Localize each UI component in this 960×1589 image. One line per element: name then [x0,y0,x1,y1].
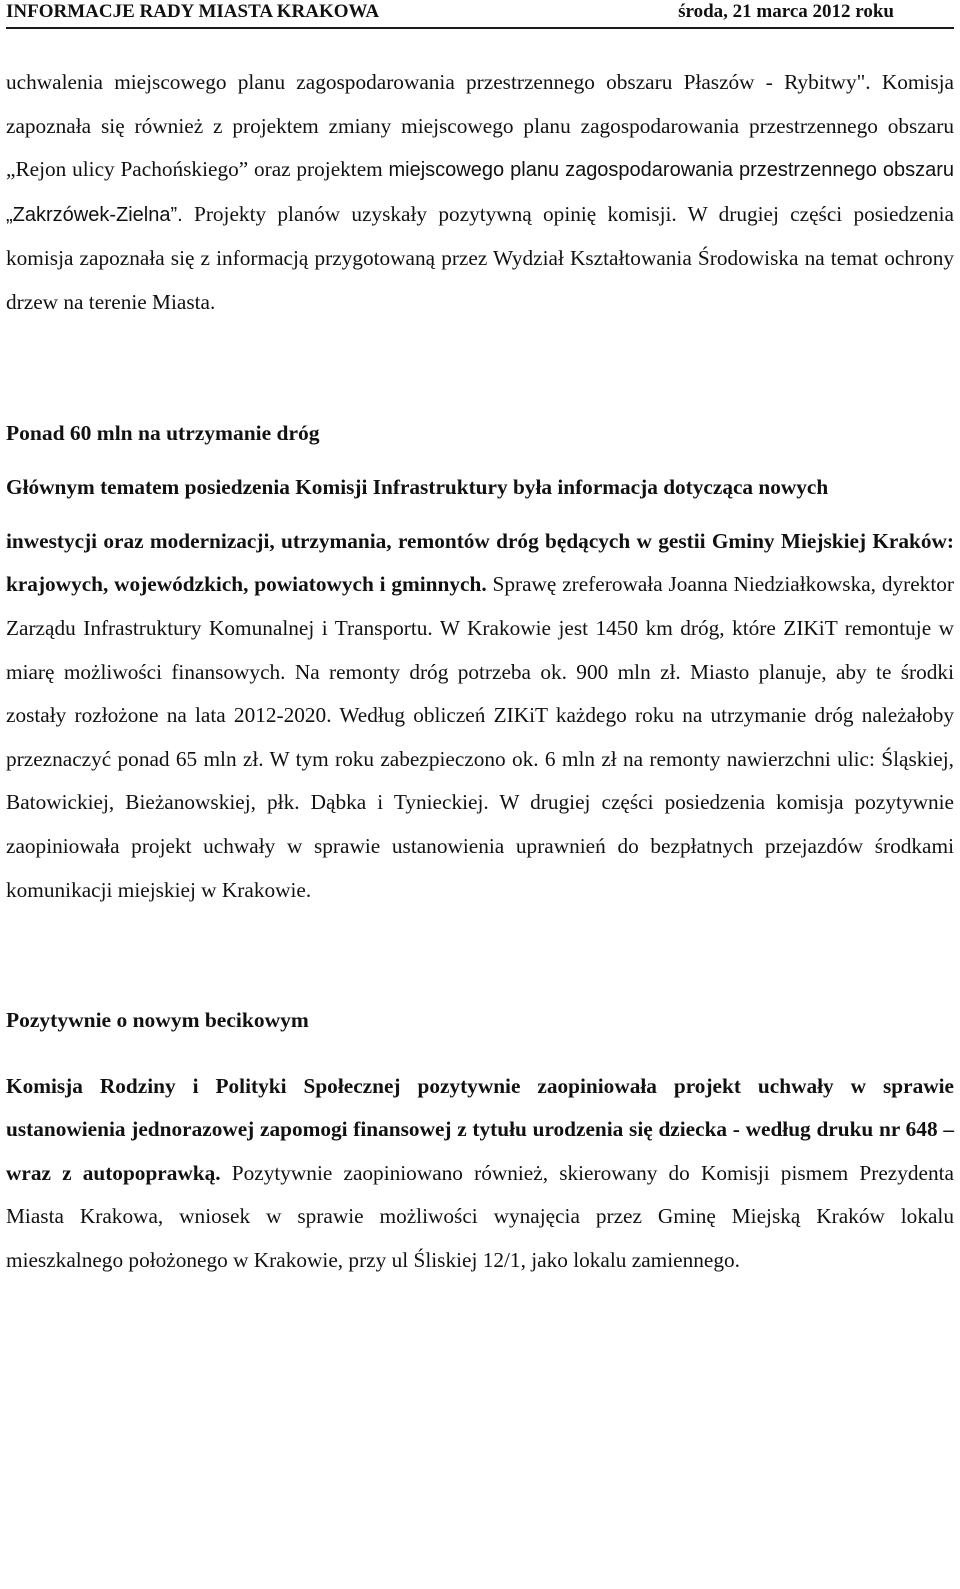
section-heading-roads: Ponad 60 mln na utrzymanie dróg [6,420,320,445]
roads-lead-text1: Głównym tematem posiedzenia Komisji Infrastruktury była informacja dotycząca nowych [6,475,829,500]
roads-lead-line1 [6,466,954,510]
intro-paragraph [6,61,954,325]
intro-text-part2: miejscowego planu zagospodarowania przestrzennego obszaru „Zakrzówek-Zielna”. [6,159,954,226]
page-header [6,0,954,29]
roads-paragraph [6,520,954,912]
publication-title: INFORMACJE RADY MIASTA KRAKOWA [6,1,380,22]
becikowe-paragraph [6,1065,954,1283]
article-content [6,61,954,1283]
becikowe-lead-text: Komisja Rodziny i Polityki Społecznej pozytywnie zaopiniowała projekt uchwały w sprawie ustanowienia jednorazowej zapomogi finansowej z tytułu urodzenia się dziecka - według druku nr 648 – wraz z autopoprawką. [6,1073,954,1185]
roads-body-text: Sprawę zreferowała Joanna Niedziałkowska, dyrektor Zarządu Infrastruktury Komunalnej i Transportu. W Krakowie jest 1450 km dróg, które ZIKiT remontuje w miarę możliwości finansowych. Na remonty dróg potrzeba ok. 900 mln zł. Miasto planuje, aby te środki zostały rozłożone na lata 2012-2020. Według obliczeń ZIKiT każdego roku na utrzymanie dróg należałoby przeznaczyć ponad 65 mln zł. W tym roku zabezpieczono ok. 6 mln zł na remonty nawierzchni ulic: Śląskiej, Batowickiej, Bieżanowskiej, płk. Dąbka i Tynieckiej. W drugiej części posiedzenia komisja pozytywnie zaopiniowała projekt uchwały w sprawie ustanowienia uprawnień do bezpłatnych przejazdów środkami komunikacji miejskiej w Krakowie. [6,572,954,902]
section-heading-becikowe: Pozytywnie o nowym becikowym [6,1008,309,1033]
becikowe-body-text: Pozytywnie zaopiniowano również, skierowany do Komisji pismem Prezydenta Miasta Krakowa, wniosek w sprawie możliwości wynajęcia przez Gminę Miejską Kraków lokalu mieszkalnego położonego w Krakowie, przy ul Śliskiej 12/1, jako lokalu zamiennego. [6,1160,955,1273]
intro-text-part3: Projekty planów uzyskały pozytywną opinię komisji. W drugiej części posiedzenia komisja zapoznała się z informacją przygotowaną przez Wydział Kształtowania Środowiska na temat ochrony drzew na terenie Miasta. [6,201,954,314]
publication-date: środa, 21 marca 2012 roku [678,1,894,22]
intro-text-part1: uchwalenia miejscowego planu zagospodarowania przestrzennego obszaru Płaszów - Rybitwy". Komisja zapoznała się również z projektem zmiany miejscowego planu zagospodarowania przestrzennego obszaru „Rejon ulicy Pachońskiego” oraz projektem [6,70,954,182]
roads-lead-text2: inwestycji oraz modernizacji, utrzymania, remontów dróg będących w gestii Gminy Miejskiej Kraków: krajowych, wojewódzkich, powiatowych i gminnych. [6,528,954,597]
